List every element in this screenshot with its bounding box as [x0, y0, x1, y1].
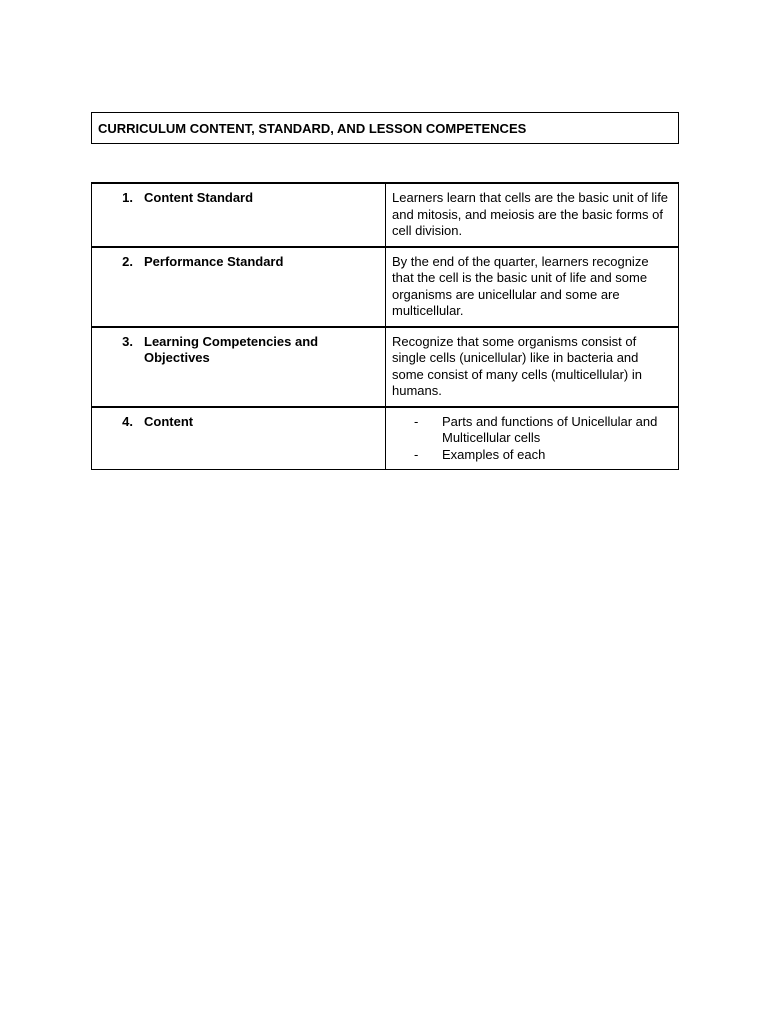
row-label: Performance Standard: [144, 253, 284, 269]
table-row: [92, 183, 679, 247]
list-item: [414, 447, 670, 464]
dash-bullet: -: [414, 446, 419, 462]
row-number: 4.: [122, 413, 133, 429]
row-content-list-cell: [386, 407, 679, 470]
list-item-text: Parts and functions of Unicellular and Multicellular cells: [442, 413, 658, 445]
row-number: 3.: [122, 333, 133, 349]
row-description: By the end of the quarter, learners recognize that the cell is the basic unit of life and some organisms are unicellular and some are multicellular.: [386, 247, 679, 327]
row-description: Learners learn that cells are the basic unit of life and mitosis, and meiosis are the basic forms of cell division.: [386, 183, 679, 247]
row-label-cell: [92, 183, 386, 247]
row-label: Content Standard: [144, 190, 254, 205]
list-item-text: Examples of each: [442, 446, 546, 462]
table-row: [92, 327, 679, 407]
row-label: Content: [144, 413, 194, 429]
row-number: 1.: [122, 190, 133, 205]
table-row: [92, 407, 679, 470]
row-number: 2.: [122, 253, 133, 269]
row-label-cell: [92, 327, 386, 407]
curriculum-table: [91, 182, 679, 470]
document-title: CURRICULUM CONTENT, STANDARD, AND LESSON COMPETENCES: [91, 112, 679, 144]
row-label-cell: [92, 407, 386, 470]
content-list: [392, 414, 670, 464]
table-row: [92, 247, 679, 327]
row-description: Recognize that some organisms consist of single cells (unicellular) like in bacteria and some consist of many cells (multicellular) in humans.: [386, 327, 679, 407]
row-label-cell: [92, 247, 386, 327]
list-item: [414, 414, 670, 447]
row-label: Learning Competencies and Objectives: [144, 333, 319, 365]
dash-bullet: -: [414, 413, 419, 429]
